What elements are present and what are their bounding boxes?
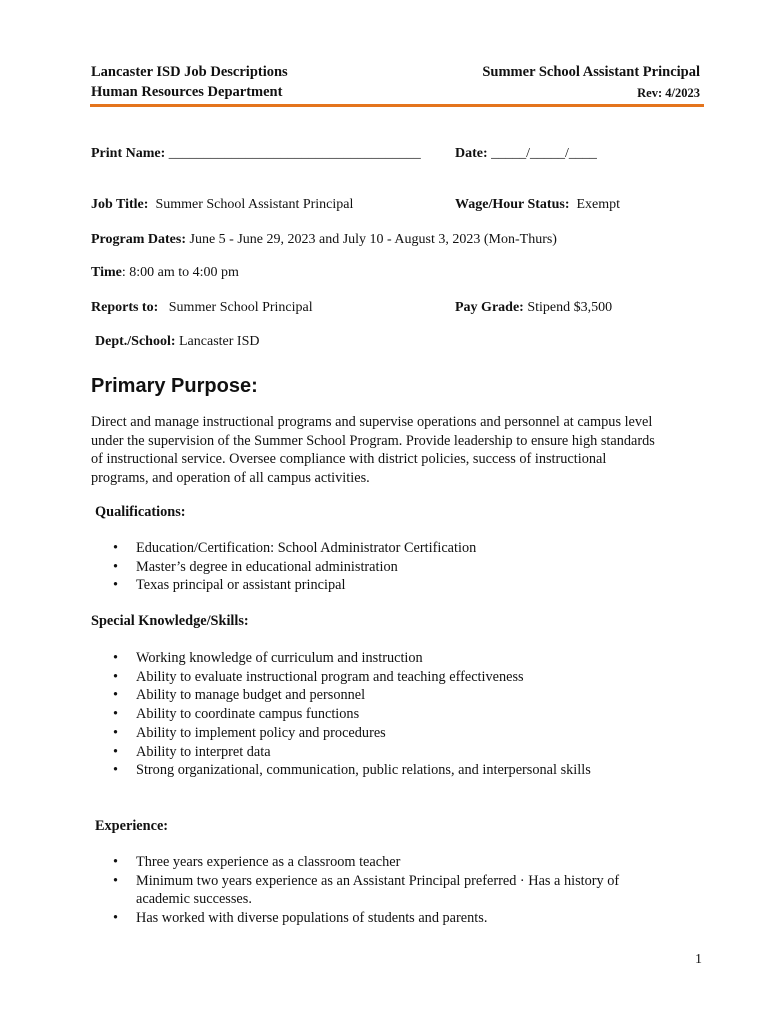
- bullet-icon: •: [113, 762, 119, 779]
- print-name-label: Print Name:: [91, 146, 166, 161]
- list-item-continuation: academic successes.: [136, 891, 252, 908]
- print-name-field: [91, 146, 421, 162]
- bullet-icon: •: [113, 650, 119, 666]
- list-item: • Minimum two years experience as an Assistant Principal preferred · Has a history of: [113, 872, 620, 889]
- date-field: [455, 146, 597, 162]
- skills-heading: Special Knowledge/Skills:: [91, 613, 249, 629]
- header-department: Human Resources Department: [91, 84, 283, 100]
- bullet-icon: •: [113, 872, 119, 889]
- time-value: : 8:00 am to 4:00 pm: [121, 265, 239, 280]
- purpose-line: of instructional service. Oversee compliance with district policies, success of instructional: [91, 451, 607, 468]
- primary-purpose-text: [91, 413, 703, 488]
- wage-status-field: [455, 197, 620, 213]
- primary-purpose-heading: Primary Purpose:: [91, 375, 258, 397]
- date-label: Date:: [455, 146, 488, 161]
- time-label: Time: [91, 265, 122, 280]
- bullet-icon: •: [113, 910, 119, 927]
- dept-school-field: [95, 334, 259, 350]
- program-dates-label: Program Dates:: [91, 232, 186, 247]
- bullet-icon: •: [113, 540, 119, 556]
- list-item: • Master’s degree in educational administration: [113, 558, 398, 575]
- list-item: • Ability to coordinate campus functions: [113, 706, 360, 723]
- wage-status-value: Exempt: [576, 197, 621, 212]
- header-org-title: Lancaster ISD Job Descriptions: [91, 64, 288, 80]
- purpose-line: Direct and manage instructional programs and supervise operations and personnel at campus level: [91, 414, 653, 430]
- list-item: • Ability to manage budget and personnel: [113, 687, 366, 704]
- job-title-field: [91, 197, 353, 213]
- wage-status-label: Wage/Hour Status:: [455, 197, 570, 212]
- list-item: • Ability to evaluate instructional program and teaching effectiveness: [113, 668, 524, 685]
- qualifications-heading: Qualifications:: [95, 504, 186, 520]
- list-item: • Texas principal or assistant principal: [113, 577, 346, 594]
- pay-grade-label: Pay Grade:: [455, 300, 524, 315]
- print-name-blank[interactable]: ____________________________________: [168, 146, 421, 161]
- pay-grade-value: Stipend $3,500: [527, 300, 613, 315]
- page-number: 1: [695, 952, 702, 967]
- bullet-icon: •: [113, 687, 119, 704]
- program-dates-value: June 5 - June 29, 2023 and July 10 - August 3, 2023 (Mon-Thurs): [189, 232, 557, 247]
- qualifications-list: [91, 539, 691, 595]
- bullet-icon: •: [113, 706, 119, 723]
- purpose-line: under the supervision of the Summer School Program. Provide leadership to ensure high standards: [91, 432, 655, 449]
- reports-to-value: Summer School Principal: [168, 300, 313, 315]
- pay-grade-field: [455, 300, 612, 316]
- list-item: • Ability to implement policy and procedures: [113, 724, 386, 741]
- list-item: • Education/Certification: School Administrator Certification: [113, 540, 477, 556]
- date-blank[interactable]: _____/_____/____: [491, 146, 597, 161]
- experience-heading: Experience:: [95, 818, 169, 834]
- dept-school-label: Dept./School:: [95, 334, 176, 349]
- bullet-icon: •: [113, 854, 119, 870]
- list-item: • Three years experience as a classroom teacher: [113, 854, 401, 870]
- list-item: • Strong organizational, communication, public relations, and interpersonal skills: [113, 762, 591, 779]
- job-title-value: Summer School Assistant Principal: [155, 197, 354, 212]
- reports-to-field: [91, 300, 313, 316]
- experience-list: [91, 853, 691, 928]
- program-dates-field: [91, 232, 557, 248]
- bullet-icon: •: [113, 668, 119, 685]
- bullet-icon: •: [113, 724, 119, 741]
- skills-list: [91, 649, 691, 780]
- list-item: • Working knowledge of curriculum and instruction: [113, 650, 423, 666]
- job-title-label: Job Title:: [91, 197, 149, 212]
- header-divider: [90, 104, 704, 107]
- list-item: • Has worked with diverse populations of students and parents.: [113, 910, 488, 927]
- header-revision: Rev: 4/2023: [637, 86, 700, 100]
- bullet-icon: •: [113, 558, 119, 575]
- purpose-line: programs, and operation of all campus activities.: [91, 470, 370, 487]
- header-job-title: Summer School Assistant Principal: [482, 64, 700, 80]
- time-field: [91, 265, 239, 281]
- dept-school-value: Lancaster ISD: [179, 334, 260, 349]
- reports-to-label: Reports to:: [91, 300, 159, 315]
- bullet-icon: •: [113, 743, 119, 760]
- bullet-icon: •: [113, 577, 119, 594]
- list-item: • Ability to interpret data: [113, 743, 271, 760]
